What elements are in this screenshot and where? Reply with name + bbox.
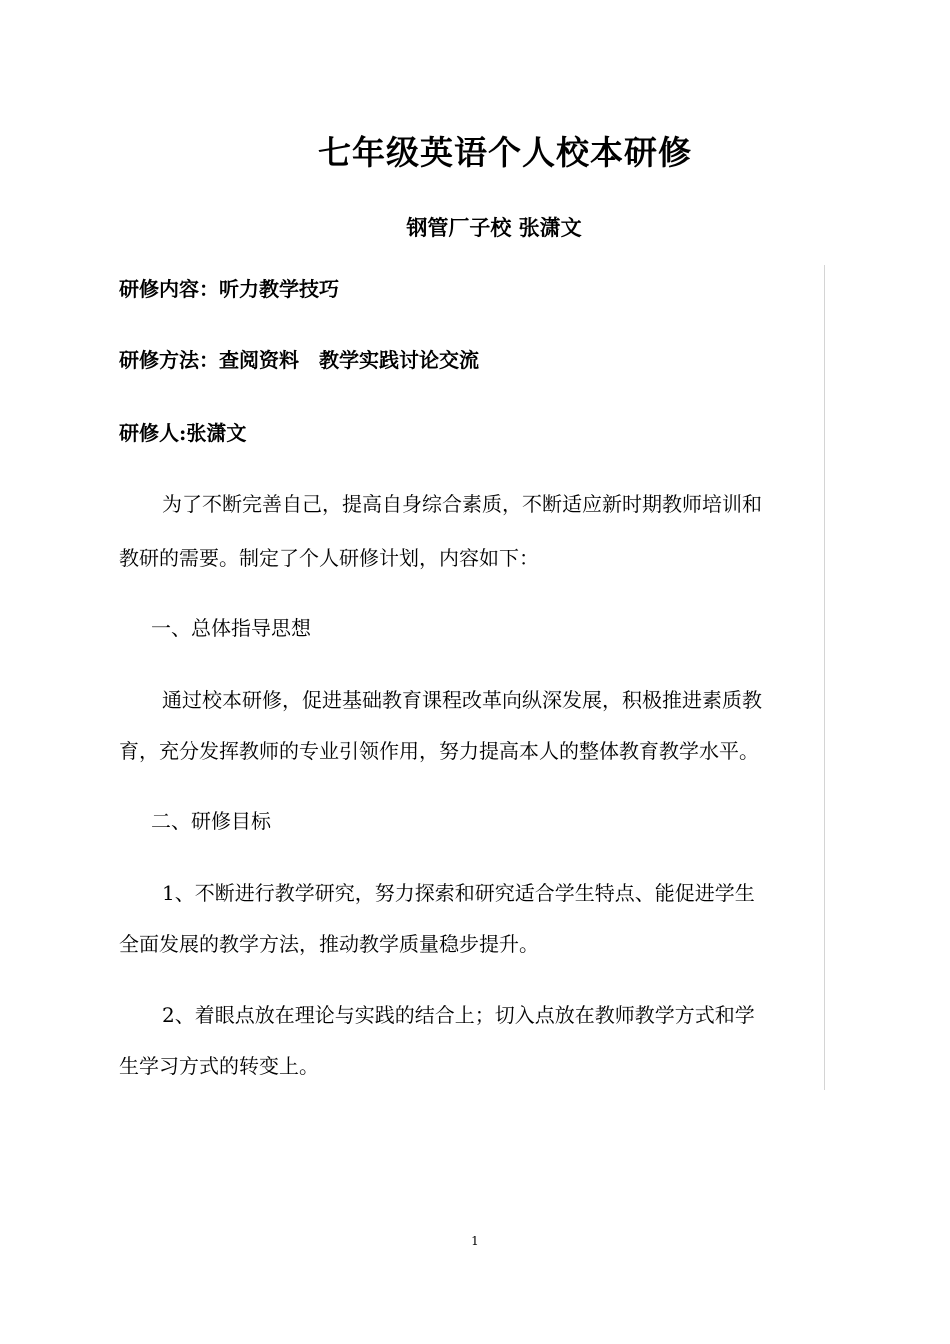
section-2-item-1-line-2: 全面发展的教学方法，推动教学质量稳步提升。 [119, 932, 539, 956]
section-2-item-2-line-2: 生学习方式的转变上。 [119, 1054, 319, 1078]
section-2-item-2-line-1: 2、着眼点放在理论与实践的结合上；切入点放在教师教学方式和学 [162, 1003, 755, 1027]
section-1-paragraph-line-1: 通过校本研修，促进基础教育课程改革向纵深发展，积极推进素质教 [162, 688, 762, 712]
section-2-heading: 二、研修目标 [151, 809, 271, 833]
margin-rule [824, 265, 825, 1090]
section-2-item-1-line-1: 1、不断进行教学研究，努力探索和研究适合学生特点、能促进学生 [162, 881, 755, 905]
author-line: 钢管厂子校 张潇文 [406, 215, 582, 240]
study-method: 研修方法：查阅资料 教学实践讨论交流 [119, 348, 479, 372]
intro-paragraph-line-2: 教研的需要。制定了个人研修计划，内容如下： [119, 546, 539, 570]
page-number: 1 [471, 1234, 479, 1248]
intro-paragraph-line-1: 为了不断完善自己，提高自身综合素质，不断适应新时期教师培训和 [162, 492, 762, 516]
section-1-paragraph-line-2: 育，充分发挥教师的专业引领作用，努力提高本人的整体教育教学水平。 [119, 739, 759, 763]
page-title: 七年级英语个人校本研修 [318, 133, 692, 172]
study-person: 研修人:张潇文 [119, 421, 247, 445]
study-content: 研修内容：听力教学技巧 [119, 277, 339, 301]
section-1-heading: 一、总体指导思想 [151, 616, 311, 640]
